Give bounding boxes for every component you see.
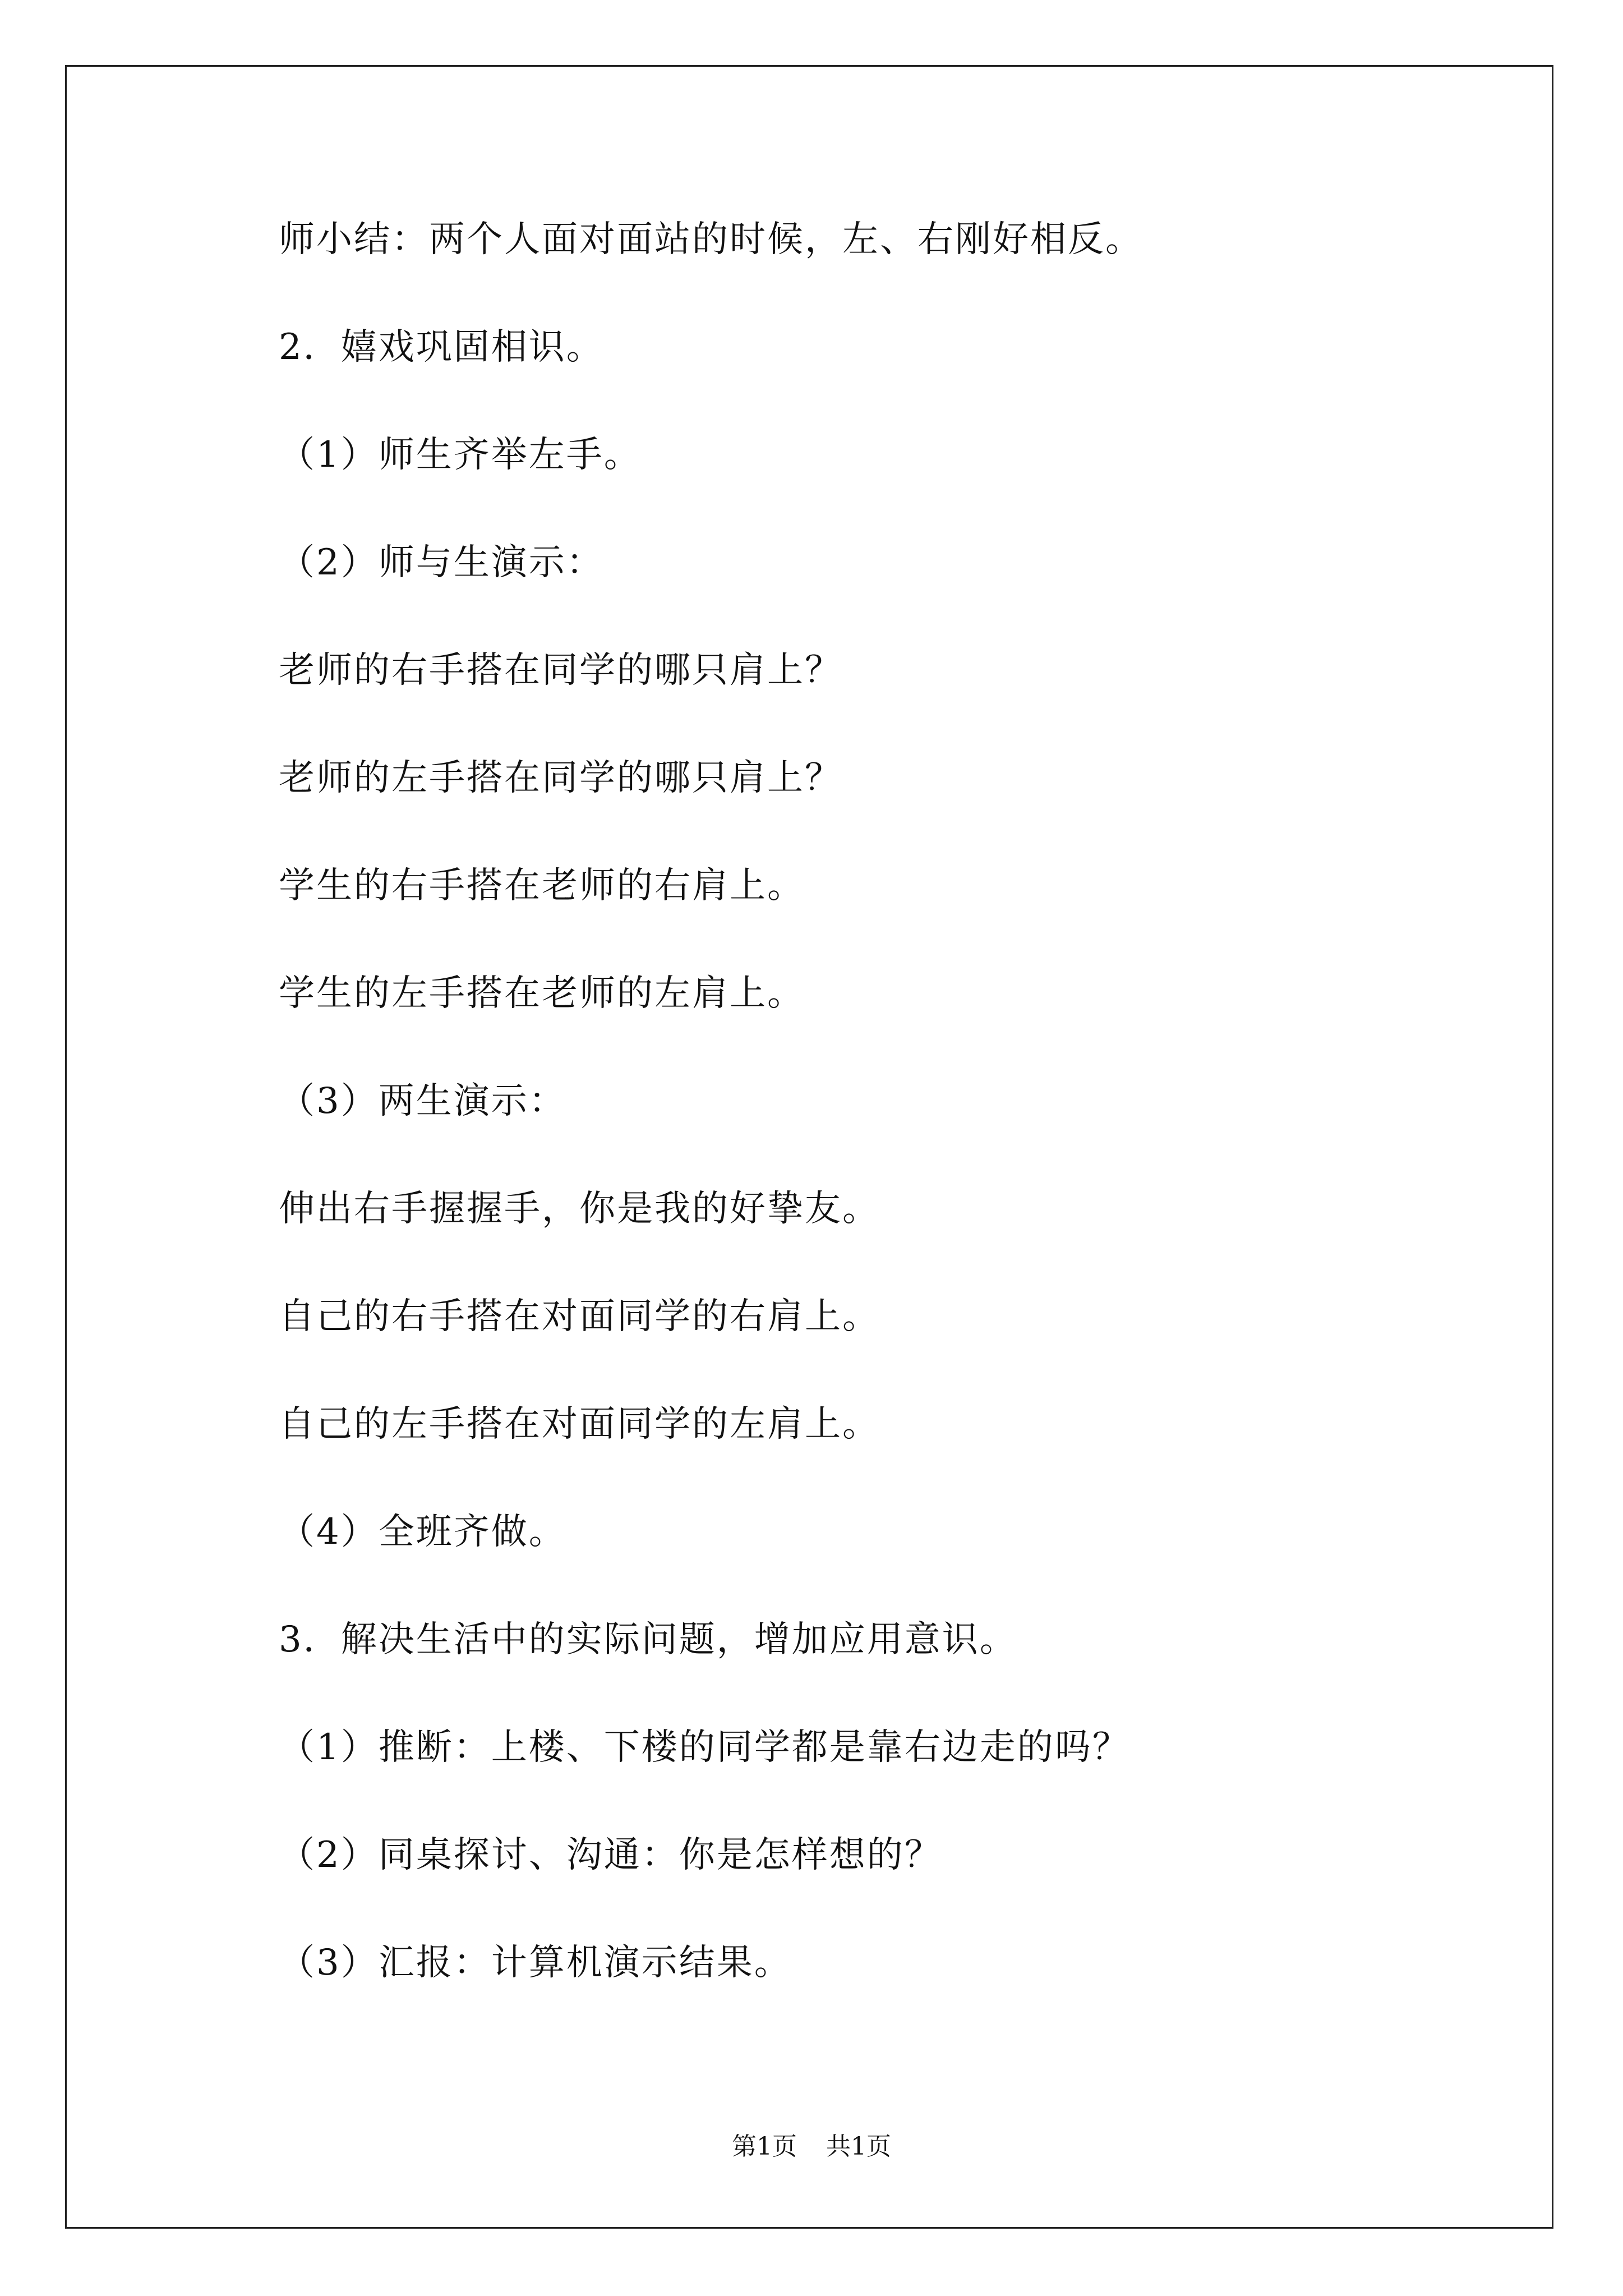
page-footer bbox=[0, 2133, 1623, 2161]
text-line: 学生的左手搭在老师的左肩上。 bbox=[279, 973, 805, 1014]
step-1-line: （1）师生齐举左手。 bbox=[279, 434, 642, 476]
text-line: 自己的左手搭在对面同学的左肩上。 bbox=[279, 1404, 880, 1445]
section-heading-2: 2．嬉戏巩固相识。 bbox=[279, 326, 604, 368]
step-2-line: （2）师与生演示： bbox=[279, 542, 604, 583]
question-step-2: （2）同桌探讨、沟通：你是怎样想的？ bbox=[279, 1834, 942, 1876]
page-total: 共1页 bbox=[826, 2132, 891, 2161]
step-3-line: （3）两生演示： bbox=[279, 1080, 566, 1122]
section-heading-3: 3．解决生活中的实际问题，增加应用意识。 bbox=[279, 1619, 1017, 1660]
step-4-line: （4）全班齐做。 bbox=[279, 1511, 566, 1553]
text-line: 伸出右手握握手，你是我的好挚友。 bbox=[279, 1188, 880, 1230]
page-number: 第1页 bbox=[732, 2132, 797, 2161]
question-step-3: （3）汇报：计算机演示结果。 bbox=[279, 1942, 792, 1984]
text-line: 老师的右手搭在同学的哪只肩上？ bbox=[279, 650, 842, 691]
summary-line: 师小结：两个人面对面站的时候，左、右刚好相反。 bbox=[279, 219, 1143, 260]
text-line: 老师的左手搭在同学的哪只肩上？ bbox=[279, 757, 842, 799]
document-body bbox=[279, 219, 1501, 2053]
text-line: 学生的右手搭在老师的右肩上。 bbox=[279, 865, 805, 907]
question-step-1: （1）推断：上楼、下楼的同学都是靠右边走的吗？ bbox=[279, 1727, 1130, 1768]
text-line: 自己的右手搭在对面同学的右肩上。 bbox=[279, 1296, 880, 1337]
